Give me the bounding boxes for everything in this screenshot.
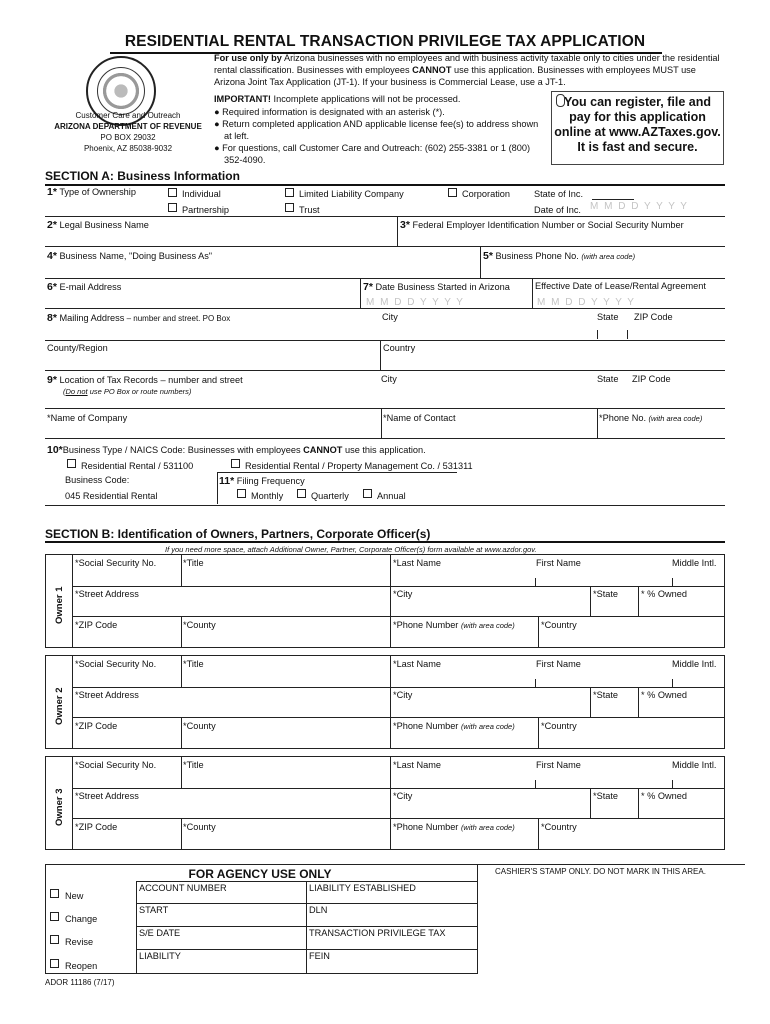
owner-block — [45, 554, 725, 648]
partnership-label: Partnership — [182, 205, 229, 215]
title-label: *Title — [183, 760, 204, 770]
col-rule — [181, 554, 182, 586]
row-rule — [217, 472, 457, 473]
row-rule — [72, 717, 725, 718]
form-title: RESIDENTIAL RENTAL TRANSACTION PRIVILEGE TAX APPLICATION — [124, 33, 646, 50]
tick-rule — [535, 578, 536, 586]
county-region-label: County/Region — [47, 343, 108, 353]
register-text: You can register, file and pay for this application online at www.AZTaxes.gov. It is fast and secure. — [554, 95, 721, 154]
effective-date-field[interactable]: M M D D Y Y Y Y — [537, 297, 636, 308]
section-b-title: SECTION B: Identification of Owners, Partners, Corporate Officer(s) — [45, 527, 431, 541]
agency-address — [42, 110, 214, 154]
tick-rule — [535, 780, 536, 788]
row-rule — [45, 438, 725, 439]
owner-state-label: *State — [593, 791, 619, 801]
name-of-contact-label: *Name of Contact — [383, 413, 456, 423]
change-checkbox[interactable] — [50, 912, 59, 921]
row-rule — [72, 586, 725, 587]
owner-zip-label: *ZIP Code — [75, 822, 118, 832]
business-type-label: 10*Business Type / NAICS Code: Businesses with employees CANNOT use this application. — [47, 444, 426, 456]
col-rule — [538, 717, 539, 749]
tick-rule — [672, 780, 673, 788]
row-rule — [72, 818, 725, 819]
date-started-field[interactable]: M M D D Y Y Y Y — [366, 297, 465, 308]
last-name-label: *Last Name — [393, 760, 442, 770]
name-of-company-label: *Name of Company — [47, 413, 128, 423]
middle-initial-label: Middle Intl. — [672, 659, 717, 669]
owner-phone-label: *Phone Number (with area code) — [393, 822, 515, 832]
owner-state-label: *State — [593, 690, 619, 700]
row-rule — [45, 308, 725, 309]
trust-checkbox[interactable] — [285, 203, 294, 212]
owner-country-label: *Country — [541, 822, 577, 832]
col-rule — [538, 818, 539, 850]
col-rule — [532, 278, 533, 308]
dba-label: 4* Business Name, "Doing Business As" — [47, 250, 213, 262]
percent-owned-label: * % Owned — [641, 791, 687, 801]
owner-zip-label: *ZIP Code — [75, 620, 118, 630]
tick-rule — [672, 679, 673, 687]
title-label: *Title — [183, 659, 204, 669]
col-rule — [72, 554, 73, 648]
section-a-rule — [45, 184, 725, 186]
important-note: IMPORTANT! Incomplete applications will not be processed. — [214, 94, 461, 104]
intro-text: For use only by Arizona businesses with no employees and with business activity taxable only to cities under the residential rental classification. Businesses with employees CANNOT use this application. Businesses with employees MUST use Arizona Joint Tax Application (JT-1). If your business is Commercial Lease, use a JT-1. — [214, 53, 720, 87]
street-address-label: *Street Address — [75, 690, 139, 700]
row-rule — [45, 370, 725, 371]
last-name-label: *Last Name — [393, 558, 442, 568]
col-rule — [181, 655, 182, 687]
row-rule — [45, 505, 725, 506]
section-b-note: If you need more space, attach Additional Owner, Partner, Corporate Officer(s) form available at www.azdor.gov. — [165, 545, 537, 554]
owner-phone-label: *Phone Number (with area code) — [393, 721, 515, 731]
owner-county-label: *County — [183, 721, 216, 731]
liability-established-cell: LIABILITY ESTABLISHED — [306, 881, 478, 904]
se-date-cell: S/E DATE — [136, 926, 307, 950]
form-id: ADOR 11186 (7/17) — [45, 978, 115, 987]
trust-label: Trust — [299, 205, 320, 215]
percent-owned-label: * % Owned — [641, 690, 687, 700]
col-rule — [397, 216, 398, 246]
col-rule — [181, 717, 182, 749]
liability-cell: LIABILITY — [136, 949, 307, 974]
first-name-label: First Name — [536, 558, 581, 568]
dln-cell: DLN — [306, 903, 478, 927]
owner-country-label: *Country — [541, 620, 577, 630]
partnership-checkbox[interactable] — [168, 203, 177, 212]
mailing-zip-label: ZIP Code — [634, 312, 673, 322]
bullet-required: ● Required information is designated with an asterisk (*). — [214, 107, 445, 117]
owner-block — [45, 756, 725, 850]
col-rule — [72, 655, 73, 749]
mailing-state-label: State — [597, 312, 619, 322]
business-code-value: 045 Residential Rental — [65, 491, 158, 501]
property-mgmt-label: Residential Rental / Property Management Co. / 531311 — [245, 461, 473, 471]
tick-rule — [672, 578, 673, 586]
agency-line1: Customer Care and Outreach — [75, 111, 181, 120]
middle-initial-label: Middle Intl. — [672, 760, 717, 770]
records-state-label: State — [597, 374, 619, 384]
state-of-inc-label: State of Inc. — [534, 189, 584, 199]
date-of-inc-label: Date of Inc. — [534, 205, 581, 215]
row-rule — [45, 278, 725, 279]
mailing-city-label: City — [382, 312, 398, 322]
owner-country-label: *Country — [541, 721, 577, 731]
owner-state-label: *State — [593, 589, 619, 599]
revise-checkbox[interactable] — [50, 935, 59, 944]
col-rule — [390, 554, 391, 648]
owner-county-label: *County — [183, 620, 216, 630]
reopen-label: Reopen — [65, 961, 98, 971]
mouse-icon — [556, 94, 565, 107]
owner-block — [45, 655, 725, 749]
col-rule — [590, 687, 591, 717]
bullet-questions: ● For questions, call Customer Care and Outreach: (602) 255-3381 or 1 (800) 352-4090. — [214, 143, 531, 165]
reopen-checkbox[interactable] — [50, 959, 59, 968]
row-rule — [45, 340, 725, 341]
section-a-title: SECTION A: Business Information — [45, 169, 240, 183]
col-rule — [590, 788, 591, 818]
first-name-label: First Name — [536, 760, 581, 770]
residential-rental-checkbox[interactable] — [67, 459, 76, 468]
individual-label: Individual — [182, 189, 221, 199]
fein-label: 3* Federal Employer Identification Number or Social Security Number — [400, 219, 684, 231]
col-rule — [217, 472, 218, 504]
tpt-cell: TRANSACTION PRIVILEGE TAX — [306, 926, 478, 950]
row-rule — [45, 216, 725, 217]
monthly-label: Monthly — [251, 491, 284, 501]
col-rule — [360, 278, 361, 308]
col-rule — [390, 756, 391, 850]
owner-zip-label: *ZIP Code — [75, 721, 118, 731]
effective-date-label: Effective Date of Lease/Rental Agreement — [535, 281, 706, 291]
corporation-checkbox[interactable] — [448, 188, 457, 197]
mailing-address-label: 8* Mailing Address – number and street. PO Box — [47, 312, 231, 324]
col-rule — [638, 687, 639, 717]
last-name-label: *Last Name — [393, 659, 442, 669]
street-address-label: *Street Address — [75, 791, 139, 801]
col-rule — [638, 586, 639, 616]
residential-rental-label: Residential Rental / 531100 — [81, 461, 194, 471]
state-of-inc-field[interactable] — [592, 199, 634, 200]
new-checkbox[interactable] — [50, 889, 59, 898]
section-b-rule — [45, 541, 725, 543]
quarterly-label: Quarterly — [311, 491, 349, 501]
tick-rule — [597, 330, 598, 339]
contact-phone-label: *Phone No. (with area code) — [599, 413, 703, 423]
middle-initial-label: Middle Intl. — [672, 558, 717, 568]
legal-name-label: 2* Legal Business Name — [47, 219, 149, 231]
ssn-label: *Social Security No. — [75, 760, 157, 770]
street-address-label: *Street Address — [75, 589, 139, 599]
col-rule — [538, 616, 539, 648]
col-rule — [590, 586, 591, 616]
tick-rule — [627, 330, 628, 339]
col-rule — [597, 408, 598, 438]
start-cell: START — [136, 903, 307, 927]
individual-checkbox[interactable] — [168, 188, 177, 197]
property-mgmt-checkbox[interactable] — [231, 459, 240, 468]
cashier-stamp-note: CASHIER'S STAMP ONLY. DO NOT MARK IN THIS AREA. — [495, 867, 706, 876]
mailing-country-label: Country — [383, 343, 416, 353]
records-city-label: City — [381, 374, 397, 384]
col-rule — [390, 655, 391, 749]
change-label: Change — [65, 914, 98, 924]
ownership-label: 1* Type of Ownership — [47, 186, 136, 198]
row-rule — [72, 687, 725, 688]
row-rule — [72, 616, 725, 617]
date-of-inc-field[interactable]: M M D D Y Y Y Y — [590, 201, 689, 212]
monthly-checkbox[interactable] — [237, 489, 246, 498]
date-started-label: 7* Date Business Started in Arizona — [363, 281, 510, 293]
fein-cell: FEIN — [306, 949, 478, 974]
owner-city-label: *City — [393, 589, 413, 599]
agency-line4: Phoenix, AZ 85038-9032 — [83, 144, 173, 153]
tax-records-note: (Do not use PO Box or route numbers) — [63, 387, 192, 396]
corporation-label: Corporation — [462, 189, 511, 199]
owner-city-label: *City — [393, 690, 413, 700]
col-rule — [380, 340, 381, 370]
owner-city-label: *City — [393, 791, 413, 801]
annual-label: Annual — [377, 491, 406, 501]
col-rule — [381, 408, 382, 438]
agency-use-title: FOR AGENCY USE ONLY — [188, 867, 332, 881]
new-label: New — [65, 891, 84, 901]
col-rule — [72, 756, 73, 850]
ssn-label: *Social Security No. — [75, 558, 157, 568]
first-name-label: First Name — [536, 659, 581, 669]
row-rule — [45, 408, 725, 409]
records-zip-label: ZIP Code — [632, 374, 671, 384]
tick-rule — [535, 679, 536, 687]
business-phone-label: 5* Business Phone No. (with area code) — [483, 250, 636, 262]
owner-county-label: *County — [183, 822, 216, 832]
col-rule — [480, 246, 481, 278]
col-rule — [181, 818, 182, 850]
row-rule — [45, 246, 725, 247]
title-label: *Title — [183, 558, 204, 568]
percent-owned-label: * % Owned — [641, 589, 687, 599]
llc-checkbox[interactable] — [285, 188, 294, 197]
owner-phone-label: *Phone Number (with area code) — [393, 620, 515, 630]
email-label: 6* E-mail Address — [47, 281, 122, 293]
col-rule — [181, 616, 182, 648]
online-register-box[interactable] — [551, 91, 724, 165]
agency-line3: PO BOX 29032 — [100, 133, 156, 142]
account-number-cell: ACCOUNT NUMBER — [136, 881, 307, 904]
tax-records-label: 9* Location of Tax Records – number and street — [47, 374, 243, 386]
business-code-label: Business Code: — [65, 475, 130, 485]
revise-label: Revise — [65, 937, 94, 947]
row-rule — [72, 788, 725, 789]
filing-frequency-label: 11* Filing Frequency — [219, 475, 305, 487]
llc-label: Limited Liability Company — [299, 189, 404, 199]
col-rule — [638, 788, 639, 818]
ssn-label: *Social Security No. — [75, 659, 157, 669]
bullet-return: ● Return completed application AND applicable license fee(s) to address shown at left. — [214, 119, 539, 141]
agency-line2: ARIZONA DEPARTMENT OF REVENUE — [54, 122, 202, 131]
col-rule — [181, 756, 182, 788]
annual-checkbox[interactable] — [363, 489, 372, 498]
quarterly-checkbox[interactable] — [297, 489, 306, 498]
